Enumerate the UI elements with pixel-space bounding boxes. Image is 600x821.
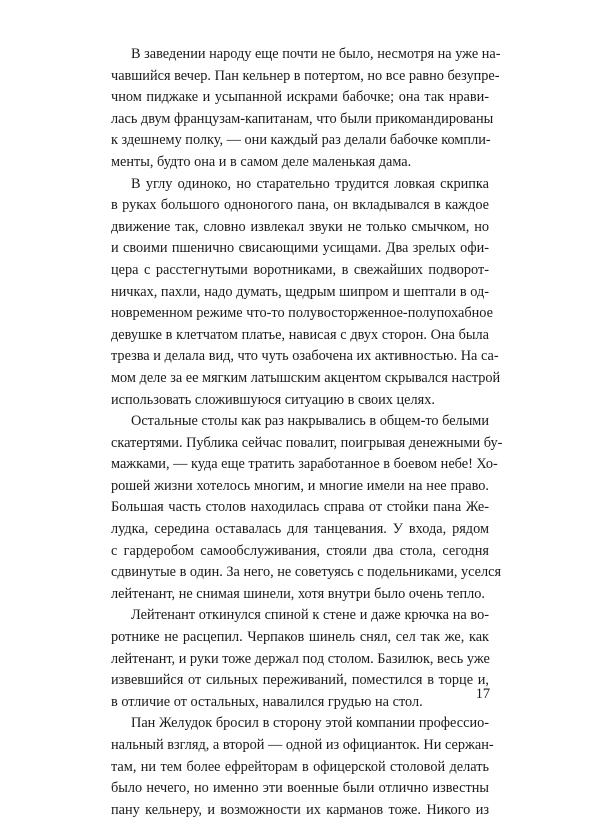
text-line: Большая часть столов находилась справа от стойки пана Же- xyxy=(111,499,489,516)
text-line: извевшийся от сильных переживаний, поместился в торце и, xyxy=(111,672,489,689)
text-line: В заведении народу еще почти не было, несмотря на уже на- xyxy=(131,46,501,62)
paragraph xyxy=(111,411,503,605)
text-line: лейтенант, и руки тоже держал под столом. Базилюк, весь уже xyxy=(111,650,490,667)
page-number: 17 xyxy=(475,686,490,702)
text-line: цера с расстегнутыми воротниками, в свежайших подворот- xyxy=(111,261,489,278)
text-line: в руках большого одноногого пана, он вкладывался в каждое xyxy=(111,197,489,214)
text-line: ничках, пахли, надо думать, щедрым шипром и шептали в од- xyxy=(111,283,489,300)
text-line: чном пиджаке и усыпанной искрами бабочке; она так нрави- xyxy=(111,89,489,106)
text-line: В углу одиноко, но старательно трудится ловкая скрипка xyxy=(131,175,489,192)
text-line: нальный взгляд, а второй — одной из официанток. Ни сержан- xyxy=(111,737,494,753)
text-line: и своими пшенично свисающими усищами. Два зрелых офи- xyxy=(111,240,489,257)
text-line: Остальные столы как раз накрывались в общем-то белыми xyxy=(131,413,489,430)
text-line: там, ни тем более ефрейторам в офицерской столовой делать xyxy=(111,758,489,775)
paragraph xyxy=(111,713,494,821)
text-line: сдвинутые в один. За него, не советуясь с подельниками, уселся xyxy=(111,564,502,581)
text-line: пану кельнеру, и возможности их карманов тоже. Никого из xyxy=(111,801,489,818)
text-line: ротнике не расцепил. Черпаков шинель снял, сел так же, как xyxy=(111,629,489,646)
text-line: новременном режиме что-то полувосторженное-полупохабное xyxy=(111,305,493,322)
text-line: рошей жизни хотелось многим, и многие имели на нее право. xyxy=(111,477,489,494)
text-line: лудка, середина оставалась для танцевания. У входа, рядом xyxy=(111,521,489,538)
text-line: с гардеробом самообслуживания, стояли два стола, сегодня xyxy=(111,542,489,559)
text-line: было нечего, но именно эти военные были отлично известны xyxy=(111,780,489,797)
text-line: в отличие от остальных, навалился грудью на стол. xyxy=(111,693,423,710)
text-line: движение так, словно извлекал звуки не только смычком, но xyxy=(111,218,489,235)
text-line: к здешнему полку, — они каждый раз делали бабочке компли- xyxy=(111,132,491,149)
text-line: скатертями. Публика сейчас повалит, поигрывая денежными бу- xyxy=(111,434,503,451)
text-line: трезва и делала вид, что чуть озабочена их активностью. На са- xyxy=(111,348,499,365)
text-line: девушке в клетчатом платье, нависая с двух сторон. Она была xyxy=(111,326,489,343)
text-line: использовать сложившуюся ситуацию в своих целях. xyxy=(111,391,435,408)
text-line: Лейтенант откинулся спиной к стене и даже крючка на во- xyxy=(131,607,489,624)
paragraph xyxy=(111,44,501,174)
paragraph xyxy=(111,174,501,412)
text-line: менты, будто она и в самом деле маленькая дама. xyxy=(111,153,412,170)
body-text xyxy=(111,44,503,821)
paragraph xyxy=(111,605,489,713)
text-line: лейтенант, не снимая шинели, хотя внутри было очень тепло. xyxy=(111,585,485,602)
text-line: чавшийся вечер. Пан кельнер в потертом, но все равно безупре- xyxy=(111,67,500,84)
text-line: лась двум французам-капитанам, что были прикомандированы xyxy=(111,110,494,127)
text-line: мом деле за ее мягким латышским акцентом скрывался настрой xyxy=(111,369,501,386)
text-line: Пан Желудок бросил в сторону этой компании профессио- xyxy=(131,715,489,732)
text-line: мажками, — куда еще тратить заработанное в боевом небе! Хо- xyxy=(111,456,498,473)
